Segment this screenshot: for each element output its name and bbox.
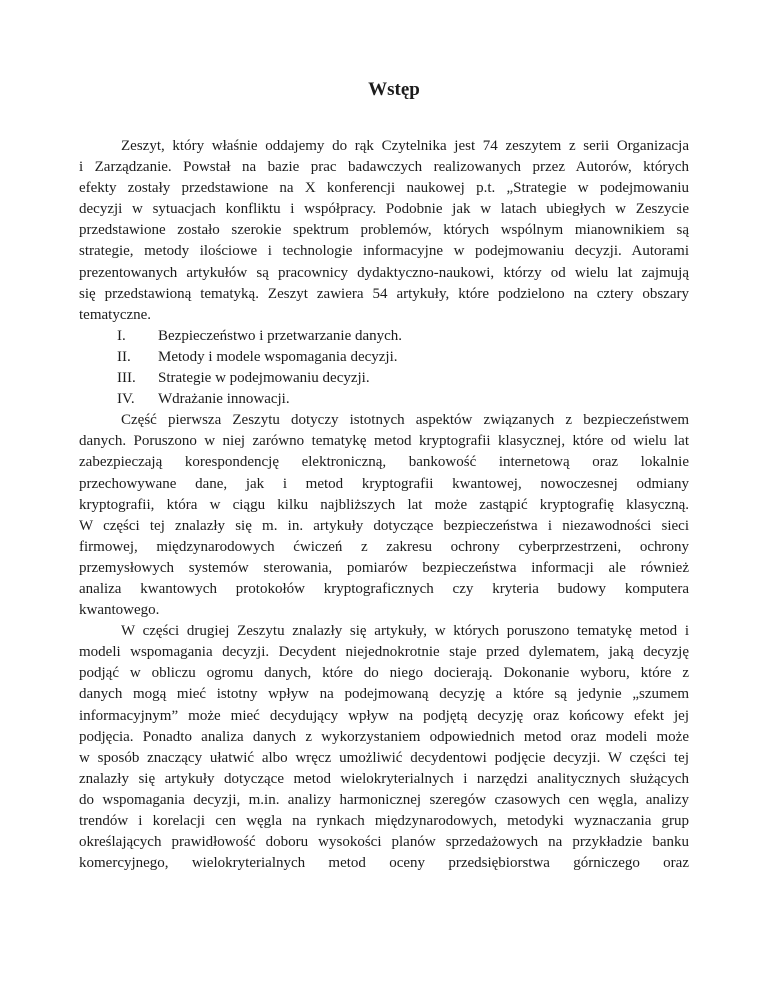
text-line: przechowywane dane, jak i metod kryptografii kwantowej, nowoczesnej odmiany xyxy=(79,475,689,492)
text-line: komercyjnego, wielokryterialnych metod oceny przedsiębiorstwa górniczego oraz xyxy=(79,855,689,872)
text-line: decyzji w sytuacjach konfliktu i współpracy. Podobnie jak w latach ubiegłych w Zeszycie xyxy=(79,201,689,218)
list-item-numeral: I. xyxy=(117,327,126,344)
list-item-numeral: II. xyxy=(117,348,131,365)
page-title: Wstęp xyxy=(368,79,420,100)
text-line: trendów i korelacji cen węgla na rynkach międzynarodowych, metodyki wyznaczania grup xyxy=(79,813,689,829)
text-line: się przedstawioną tematyką. Zeszyt zawiera 54 artykuły, które podzielono na cztery obszary xyxy=(79,285,689,302)
paragraph xyxy=(79,136,689,326)
text-line: danych mogą mieć istotny wpływ na podejmowaną decyzję a które są jedynie „szumem xyxy=(79,686,689,703)
text-line: kryptografii, która w ciągu kilku najbliższych lat może zastąpić kryptografię klasyczną. xyxy=(79,496,689,513)
list-item-text: Strategie w podejmowaniu decyzji. xyxy=(158,370,370,387)
list-item xyxy=(79,347,689,368)
text-line: w sposób znaczący ułatwić albo wręcz umożliwić decydentowi podjęcie decyzji. W części tej xyxy=(79,749,689,766)
text-line: analiza kwantowych protokołów kryptograficznych czy kryteria budowy komputera xyxy=(79,580,689,597)
list-item xyxy=(79,326,689,347)
text-line: strategie, metody ilościowe i technologie informacyjne w podejmowaniu decyzji. Autorami xyxy=(79,243,689,260)
text-line: firmowej, międzynarodowych ćwiczeń z zakresu ochrony cyberprzestrzeni, ochrony xyxy=(79,538,689,555)
text-line: przemysłowych systemów sterowania, pomiarów bezpieczeństwa informacji ale również xyxy=(79,559,689,576)
text-line: informacyjnym” może mieć decydujący wpływ na podjętą decyzję oraz końcowy efekt jej xyxy=(79,707,689,724)
text-line: W części drugiej Zeszytu znalazły się artykuły, w których poruszono tematykę metod i xyxy=(121,623,689,640)
list-item xyxy=(79,389,689,410)
list-item-numeral: III. xyxy=(117,370,136,387)
list-item-text: Wdrażanie innowacji. xyxy=(158,391,290,408)
text-line: Zeszyt, który właśnie oddajemy do rąk Czytelnika jest 74 zeszytem z serii Organizacja xyxy=(121,138,689,154)
list-item-text: Metody i modele wspomagania decyzji. xyxy=(158,348,398,365)
text-line: do wspomagania decyzji, m.in. analizy harmonicznej szeregów czasowych cen węgla, analizy xyxy=(79,791,689,808)
text-line: kwantowego. xyxy=(79,602,160,619)
text-line: znalazły się artykuły dotyczące metod wielokryterialnych i narzędzi analitycznych służących xyxy=(79,770,689,787)
document-body xyxy=(79,136,689,874)
text-line: podjęcia. Ponadto analiza danych z wykorzystaniem odpowiednich metod oraz modeli może xyxy=(79,728,689,745)
text-line: przedstawione zostało szerokie spektrum problemów, których wspólnym mianownikiem są xyxy=(79,222,689,239)
text-line: danych. Poruszono w niej zarówno tematykę metod kryptografii klasycznej, które od wielu lat xyxy=(79,433,689,450)
list-item xyxy=(79,368,689,389)
text-line: określających prawidłowość doboru wysokości planów sprzedażowych na przykładzie banku xyxy=(79,834,689,851)
list-item-text: Bezpieczeństwo i przetwarzanie danych. xyxy=(158,327,403,344)
text-line: podjąć w obliczu ogromu danych, które do niego docierają. Dokonanie wyboru, które z xyxy=(79,665,689,682)
text-line: efekty zostały przedstawione na X konferencji naukowej p.t. „Strategie w podejmowaniu xyxy=(79,180,689,197)
text-line: modeli wspomagania decyzji. Decydent niejednokrotnie staje przed dylematem, jaką decyzję xyxy=(79,644,689,661)
text-line: i Zarządzanie. Powstał na bazie prac badawczych realizowanych przez Autorów, których xyxy=(79,159,689,176)
list-item-numeral: IV. xyxy=(117,391,135,408)
paragraph xyxy=(79,410,689,621)
text-line: tematyczne. xyxy=(79,306,152,323)
text-line: Część pierwsza Zeszytu dotyczy istotnych aspektów związanych z bezpieczeństwem xyxy=(121,412,689,429)
text-line: W części tej znalazły się m. in. artykuły dotyczące bezpieczeństwa i niezawodności sieci xyxy=(79,517,689,534)
paragraph xyxy=(79,621,689,874)
text-line: zabezpieczają korespondencję elektroniczną, bankowość internetową oraz lokalnie xyxy=(79,454,689,471)
text-line: prezentowanych artykułów są pracownicy dydaktyczno-naukowi, którzy od wielu lat zajmują xyxy=(79,264,689,281)
